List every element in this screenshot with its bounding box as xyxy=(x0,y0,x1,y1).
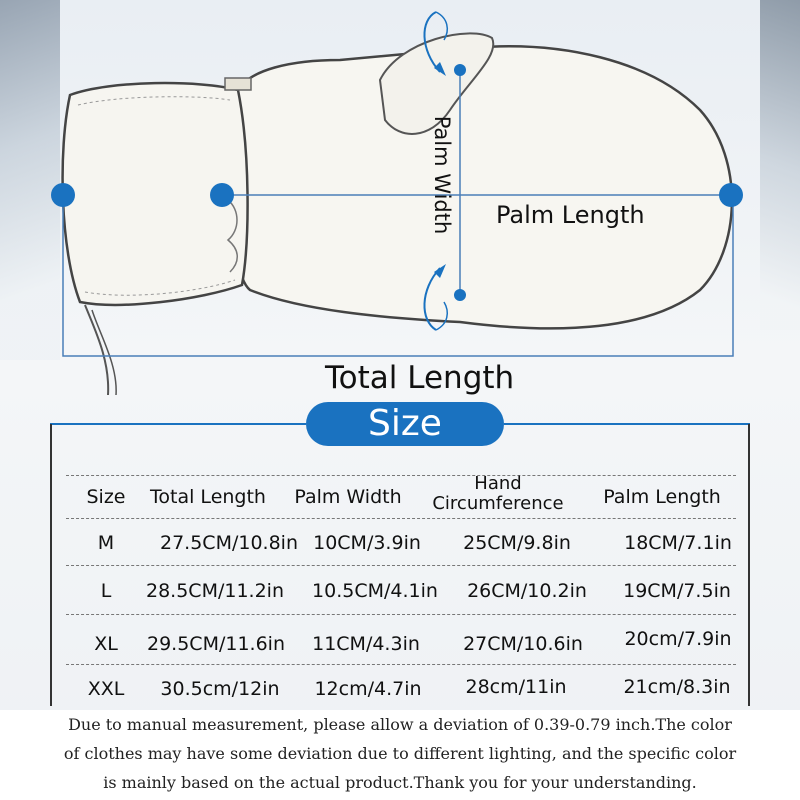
cell-palm-width: 12cm/4.7in xyxy=(314,678,422,700)
cell-total-length: 30.5cm/12in xyxy=(160,678,280,700)
cell-total-length: 27.5CM/10.8in xyxy=(160,532,298,554)
cell-hand-circumference: 27CM/10.6in xyxy=(463,633,583,655)
table-divider xyxy=(66,518,736,519)
header-size: Size xyxy=(86,486,126,508)
measurement-note xyxy=(0,710,800,800)
mitten-outline xyxy=(229,46,732,328)
cell-hand-circumference: 26CM/10.2in xyxy=(467,580,587,602)
header-total-length: Total Length xyxy=(150,486,266,508)
cell-size: XXL xyxy=(87,678,125,700)
header-hand-circumference: Hand Circumference xyxy=(432,473,564,514)
palm-length-label: Palm Length xyxy=(496,201,645,229)
cell-palm-length: 20cm/7.9in xyxy=(624,628,732,650)
header-palm-width: Palm Width xyxy=(294,486,402,508)
cell-hand-circumference: 25CM/9.8in xyxy=(463,532,571,554)
table-divider xyxy=(66,565,736,566)
total-length-label: Total Length xyxy=(325,360,515,396)
table-divider xyxy=(66,664,736,665)
table-divider xyxy=(66,614,736,615)
cell-size: XL xyxy=(94,633,118,655)
cell-palm-width: 11CM/4.3in xyxy=(312,633,420,655)
palm-width-label: Palm Width xyxy=(430,115,454,235)
measure-dot-wrist xyxy=(210,183,234,207)
size-badge: Size xyxy=(306,402,504,446)
cell-palm-length: 19CM/7.5in xyxy=(623,580,731,602)
cell-palm-length: 18CM/7.1in xyxy=(624,532,732,554)
header-palm-length: Palm Length xyxy=(603,486,721,508)
cell-palm-length: 21cm/8.3in xyxy=(623,676,731,698)
measure-dot-bottom xyxy=(454,289,466,301)
mitten-cord xyxy=(85,305,108,395)
note-line: is mainly based on the actual product.Thank you for your understanding. xyxy=(103,773,697,792)
note-line: of clothes may have some deviation due to different lighting, and the specific color xyxy=(63,744,737,763)
cell-size: M xyxy=(97,532,115,554)
cell-hand-circumference: 28cm/11in xyxy=(465,676,567,698)
cell-palm-width: 10.5CM/4.1in xyxy=(312,580,438,602)
cell-total-length: 28.5CM/11.2in xyxy=(146,580,284,602)
note-line: Due to manual measurement, please allow a deviation of 0.39-0.79 inch.The color xyxy=(68,715,732,734)
cell-total-length: 29.5CM/11.6in xyxy=(147,633,285,655)
measure-dot-top xyxy=(454,64,466,76)
measure-dot-tip xyxy=(719,183,743,207)
cell-palm-width: 10CM/3.9in xyxy=(313,532,421,554)
measure-dot-left xyxy=(51,183,75,207)
cell-size: L xyxy=(100,580,112,602)
table-divider xyxy=(66,475,736,476)
